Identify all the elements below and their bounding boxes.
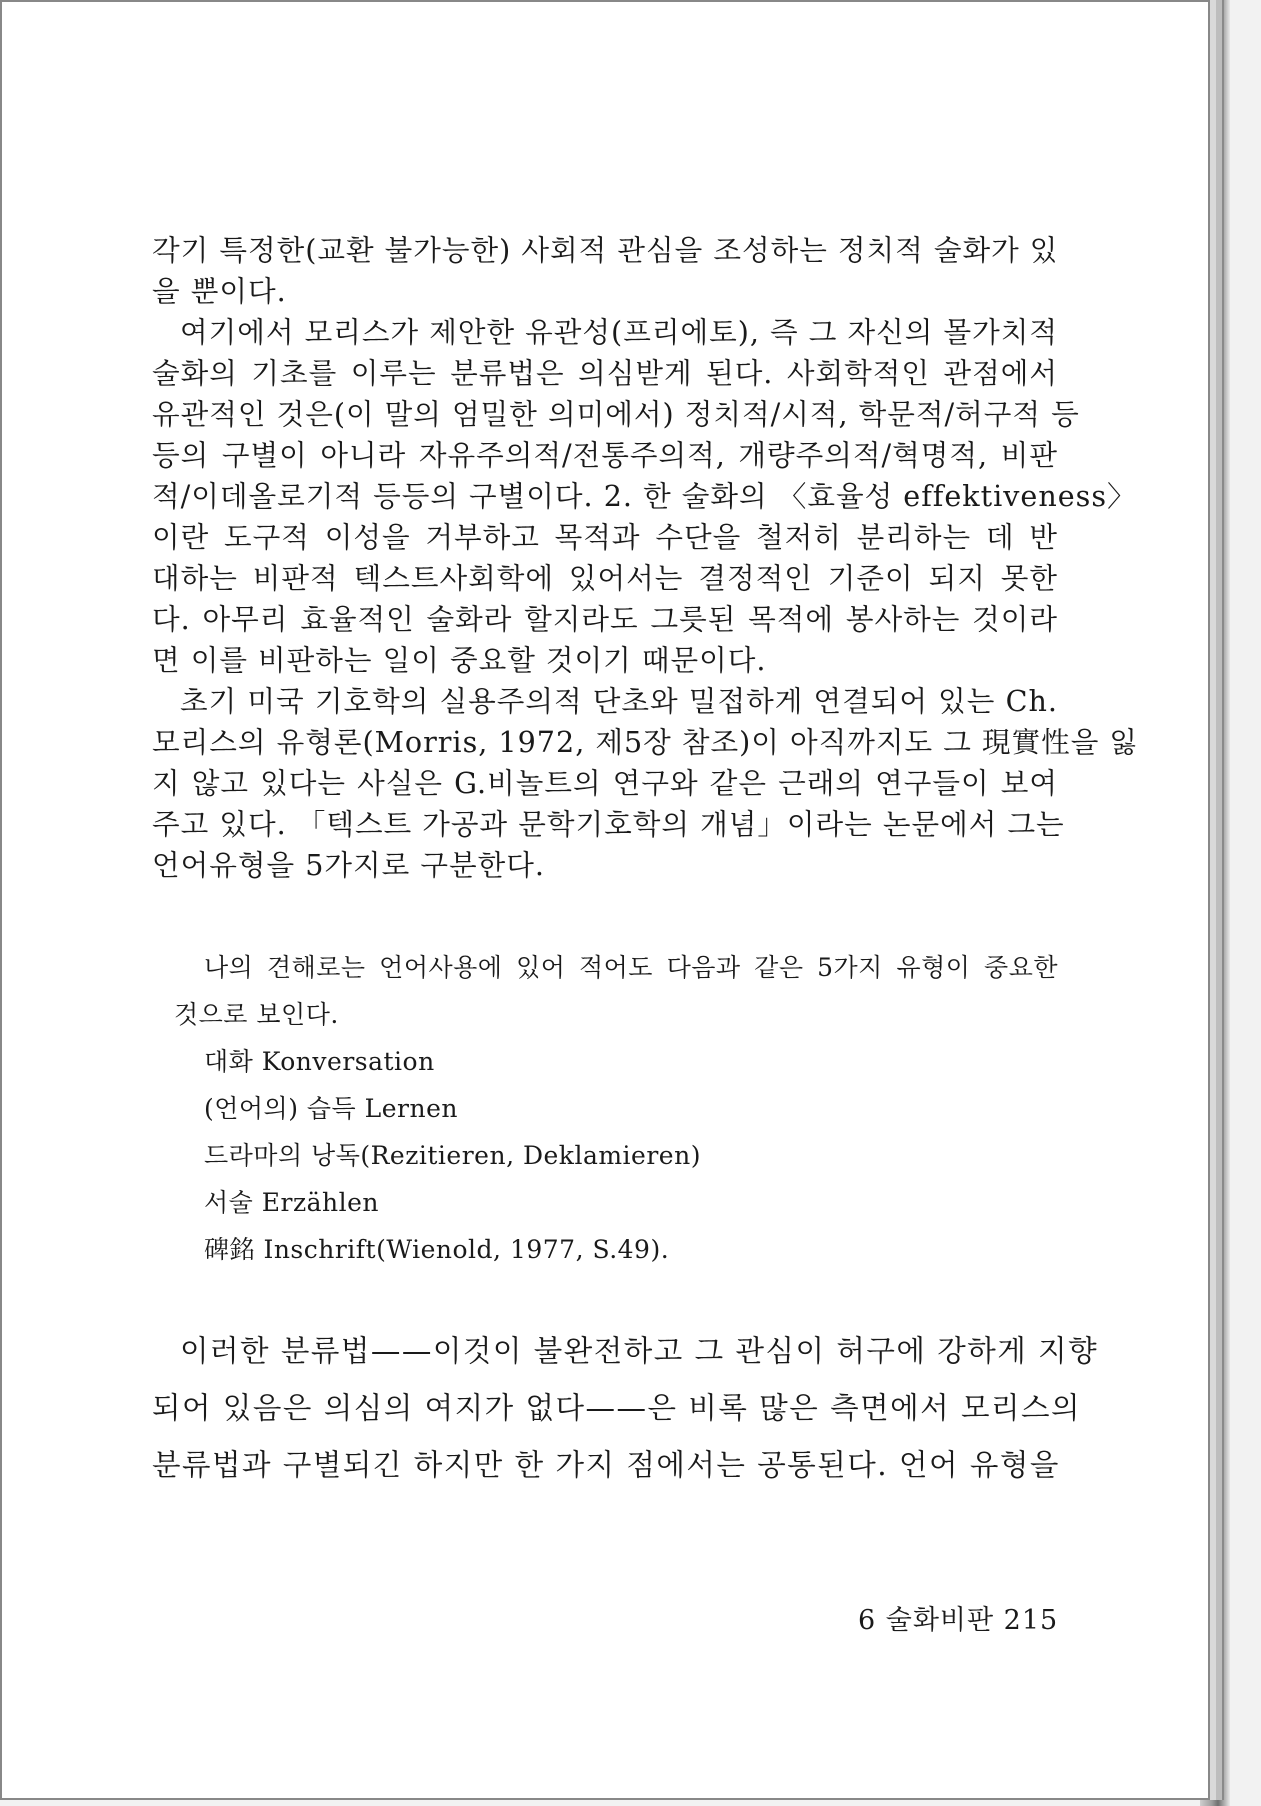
text-line: 여기에서 모리스가 제안한 유관성(프리에토), 즉 그 자신의 몰가치적 — [180, 315, 1058, 349]
text-line: 이러한 분류법——이것이 불완전하고 그 관심이 허구에 강하게 지향 — [180, 1334, 1099, 1368]
text-line: 언어유형을 5가지로 구분한다. — [152, 848, 545, 882]
quote-line: 것으로 보인다. — [174, 1000, 339, 1029]
text-line: 을 뿐이다. — [152, 274, 287, 308]
text-line: 대하는 비판적 텍스트사회학에 있어서는 결정적인 기준이 되지 못한 — [152, 561, 1058, 595]
paragraph-4 — [152, 1323, 1099, 1494]
text-line: 초기 미국 기호학의 실용주의적 단초와 밀접하게 연결되어 있는 Ch. — [180, 684, 1058, 718]
text-line: 적/이데올로기적 등등의 구별이다. 2. 한 술화의 〈효율성 effektiveness〉 — [152, 479, 1137, 513]
text-line: 면 이를 비판하는 일이 중요할 것이기 때문이다. — [152, 643, 767, 677]
text-line: 이란 도구적 이성을 거부하고 목적과 수단을 철저히 분리하는 데 반 — [152, 520, 1058, 554]
text-line: 유관적인 것은(이 말의 엄밀한 의미에서) 정치적/시적, 학문적/허구적 등 — [152, 397, 1080, 431]
text-line: 주고 있다. 「텍스트 가공과 문학기호학의 개념」이라는 논문에서 그는 — [152, 807, 1065, 841]
page-body — [152, 230, 1139, 1494]
text-line: 분류법과 구별되긴 하지만 한 가지 점에서는 공통된다. 언어 유형을 — [152, 1448, 1060, 1482]
paragraph-1 — [152, 230, 1058, 312]
text-line: 각기 특정한(교환 불가능한) 사회적 관심을 조성하는 정치적 술화가 있 — [152, 233, 1059, 267]
paragraph-2 — [152, 312, 1137, 681]
page-footer: 6 술화비판 215 — [858, 1605, 1059, 1636]
text-line: 모리스의 유형론(Morris, 1972, 제5장 참조)이 아직까지도 그 現實性을 잃 — [152, 725, 1139, 759]
text-line: 되어 있음은 의심의 여지가 없다——은 비록 많은 측면에서 모리스의 — [152, 1391, 1081, 1425]
text-line: 등의 구별이 아니라 자유주의적/전통주의적, 개량주의적/혁명적, 비판 — [152, 438, 1058, 472]
text-line: 지 않고 있다는 사실은 G.비놀트의 연구와 같은 근래의 연구들이 보여 — [152, 766, 1058, 800]
quote-line: 나의 견해로는 언어사용에 있어 적어도 다음과 같은 5가지 유형이 중요한 — [204, 953, 1058, 982]
text-line: 술화의 기초를 이루는 분류법은 의심받게 된다. 사회학적인 관점에서 — [152, 356, 1058, 390]
text-line: 다. 아무리 효율적인 술화라 할지라도 그릇된 목적에 봉사하는 것이라 — [152, 602, 1058, 636]
quote-list-item: 대화 Konversation — [204, 1047, 435, 1076]
paragraph-3 — [152, 681, 1139, 886]
quote-list-item: 碑銘 Inschrift(Wienold, 1977, S.49). — [204, 1235, 670, 1264]
quote-list-item: 서술 Erzählen — [204, 1188, 380, 1217]
block-quote — [174, 944, 1058, 1273]
quote-list-item: (언어의) 습득 Lernen — [204, 1094, 458, 1123]
quote-list-item: 드라마의 낭독(Rezitieren, Deklamieren) — [204, 1141, 701, 1170]
